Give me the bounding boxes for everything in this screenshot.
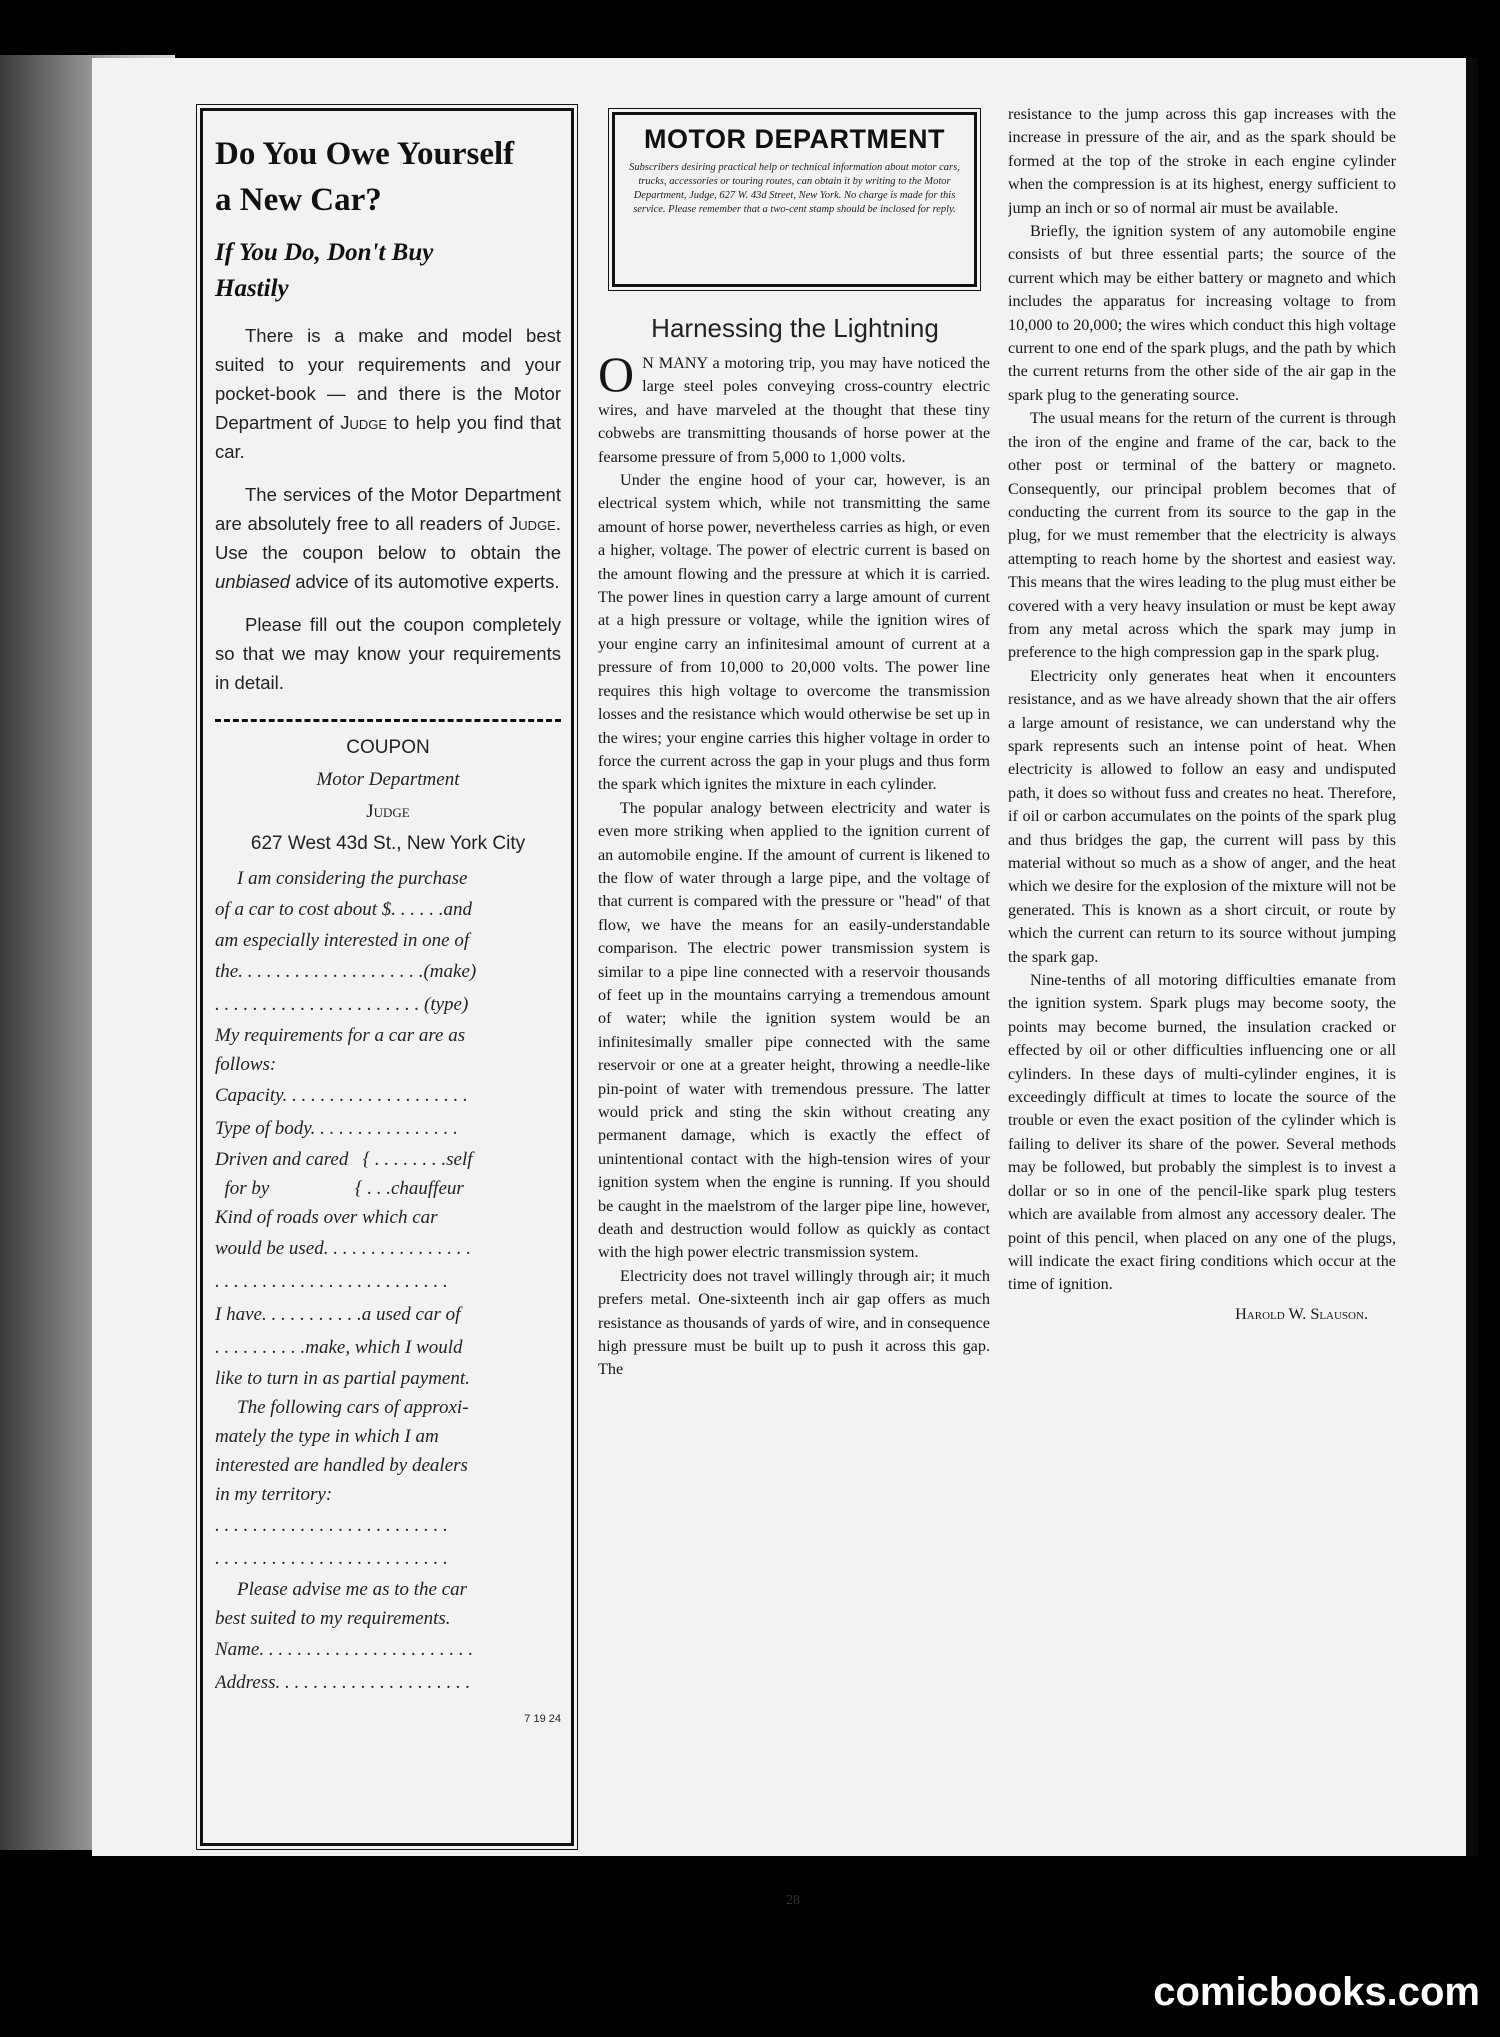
ad-title-line1: Do You Owe Yourself bbox=[215, 136, 515, 172]
motor-department-title: MOTOR DEPARTMENT bbox=[644, 124, 945, 154]
article-dropcap: O bbox=[598, 352, 635, 402]
article-paragraph-8: Electricity only generates heat when it encounters resistance, and as we have already shown that the air offers a large amount of resistance, we can understand why the spark represents such an intense point of heat. When electricity is allowed to follow an easy and undisputed path, it does so without fuss and creates no heat. Therefore, if oil or carbon accumulates on the points of the spark plug and thus bridges the gap, the current will pass by this material without so much as a show of anger, and the heat which we desire for the explosion of the mixture will not be generated. This is known as a short circuit, or route by which the current can return to its source without jumping the spark gap. bbox=[1008, 666, 1396, 966]
article-paragraph-2: Under the engine hood of your car, however, is an electrical system which, while not transmitting the same amount of horse power, nevertheless carries as high, or even a higher, voltage. The power of electric current is based on the amount flowing and the pressure at which it is carried. The power lines in question carry a large amount of current at a high pressure or voltage, while the ignition wires of your engine carry an infinitesimal amount of current at a pressure of from 10,000 to 20,000 volts. The power line requires this high voltage to overcome the transmission losses and the resistance which would otherwise be set up in the wires; your engine carries this higher voltage in order to force the current across the gap in your plugs and thus form the spark which ignites the mixture in each cylinder. bbox=[598, 471, 990, 794]
coupon-heading: COUPON bbox=[346, 737, 430, 758]
site-watermark: comicbooks.com bbox=[1153, 1970, 1480, 2014]
coupon-dept: Motor Department bbox=[316, 769, 460, 790]
coupon-price-field: of a car to cost about $. . . . . .and bbox=[215, 899, 473, 920]
coupon-line: like to turn in as partial payment. bbox=[215, 1368, 470, 1389]
coupon-driven-field: Driven and cared { . . . . . . . .self bbox=[215, 1149, 473, 1170]
article-paragraph-1: O N MANY a motoring trip, you may have noticed the large steel poles conveying cross-country electric wires, and have marveled at the thought that these tiny cobwebs are transmitting thousands of horse power at the fearsome pressure of from 5,000 to 1,000 volts. bbox=[598, 352, 990, 466]
coupon-date-code: 7 19 24 bbox=[524, 1713, 561, 1725]
article-column-2 bbox=[1008, 103, 1396, 1873]
article-byline: Harold W. Slauson. bbox=[1235, 1304, 1368, 1323]
coupon-line: Kind of roads over which car bbox=[215, 1207, 438, 1228]
book-gutter-edge bbox=[1466, 58, 1478, 1856]
ad-paragraph-3: Please fill out the coupon completely so that we may know your requirements in detail. bbox=[215, 614, 561, 693]
coupon-used-car-field: I have. . . . . . . . . . .a used car of bbox=[215, 1304, 461, 1325]
coupon-dealers-field-2: . . . . . . . . . . . . . . . . . . . . . . . . . bbox=[215, 1548, 448, 1569]
coupon-roads-field: would be used. . . . . . . . . . . . . . . . bbox=[215, 1238, 471, 1259]
coupon-capacity-field: Capacity. . . . . . . . . . . . . . . . . . . . bbox=[215, 1085, 468, 1106]
article-column-1 bbox=[598, 352, 990, 1872]
coupon-line: My requirements for a car are as bbox=[215, 1025, 466, 1046]
ad-title bbox=[215, 131, 561, 223]
coupon-line: am especially interested in one of bbox=[215, 930, 470, 951]
coupon-line: follows: bbox=[215, 1054, 277, 1075]
coupon-line: best suited to my requirements. bbox=[215, 1608, 451, 1629]
ad-paragraph-1: There is a make and model best suited to your requirements and your pocket-book — and there is the Motor Department of Judge to help you find that car. bbox=[215, 325, 561, 462]
page-number: 28 bbox=[786, 1893, 800, 1908]
ad-title-line2: a New Car? bbox=[215, 182, 382, 218]
article-paragraph-9: Nine-tenths of all motoring difficulties emanate from the ignition system. Spark plugs may become sooty, the points may become burned, the insulation cracked or effected by oil or other difficulties influencing one or all cylinders. In these days of multi-cylinder engines, it is exceedingly difficult at times to locate the source of the trouble or even the exact position of the cylinder which is failing to deliver its share of the power. Several methods may be followed, but probably the simplest is to invest a dollar or so in one of the pencil-like spark plug testers which are available from almost any accessory dealer. The point of this pencil, when placed on any one of the plugs, will indicate the exact firing conditions which occur at the time of ignition. bbox=[1008, 971, 1396, 1294]
coupon-used-make-field: . . . . . . . . . .make, which I would bbox=[215, 1337, 463, 1358]
coupon-address: 627 West 43d St., New York City bbox=[250, 833, 526, 854]
coupon-make-field: the. . . . . . . . . . . . . . . . . . . .(make) bbox=[215, 961, 477, 982]
motor-department-notice-box bbox=[612, 112, 977, 287]
article-paragraph-5: resistance to the jump across this gap increases with the increase in pressure of the air, and as the spark should be formed at the top of the stroke in each engine cylinder when the compression is at its highest, energy sufficient to jump an inch or so of normal air must be available. bbox=[1008, 105, 1396, 217]
coupon-type-field: . . . . . . . . . . . . . . . . . . . . . . (type) bbox=[215, 994, 469, 1015]
article-title: Harnessing the Lightning bbox=[651, 313, 939, 343]
coupon-cut-line bbox=[215, 719, 561, 722]
coupon-driven-field-2: for by { . . .chauffeur bbox=[215, 1178, 464, 1199]
coupon-line: Please advise me as to the car bbox=[237, 1579, 468, 1600]
article-paragraph-4: Electricity does not travel willingly through air; it much prefers metal. One-sixteenth inch air gap offers as much resistance as thousands of yards of wire, and in consequence high pressure must be built up to push it across this gap. The bbox=[598, 1266, 990, 1379]
coupon-line: mately the type in which I am bbox=[215, 1426, 439, 1447]
coupon-address-field: Address. . . . . . . . . . . . . . . . . . . . . bbox=[215, 1672, 471, 1693]
ad-paragraph-2: The services of the Motor Department are absolutely free to all readers of Judge. Use the coupon below to obtain the unbiased advice of its automotive experts. bbox=[215, 484, 561, 592]
motor-department-notice: Subscribers desiring practical help or technical information about motor cars, trucks, accessories or touring routes, can obtain it by writing to the Motor Department, Judge, 627 W. 43d Street, New York. No charge is made for this service. Please remember that a two-cent stamp should be inclosed for reply. bbox=[629, 162, 960, 215]
coupon-line: interested are handled by dealers bbox=[215, 1455, 468, 1476]
motor-department-ad bbox=[200, 108, 574, 1846]
article-paragraph-7: The usual means for the return of the current is through the iron of the engine and frame of the car, back to the other post or terminal of the battery or magneto. Consequently, our principal problem becomes that of conducting the current from its source to the gap in the plug, for we must remember that the electricity is always attempting to reach home by the shortest and easiest way. This means that the wires leading to the plug must either be covered with a very heavy insulation or must be kept away from any metal across which the spark may jump in preference to the high compression gap in the spark plug. bbox=[1008, 409, 1396, 662]
coupon-line: The following cars of approxi- bbox=[237, 1397, 469, 1418]
coupon-dealers-field: . . . . . . . . . . . . . . . . . . . . . . . . . bbox=[215, 1515, 448, 1536]
article-paragraph-6: Briefly, the ignition system of any automobile engine consists of but three essential parts; the source of the current which may be either battery or magneto and which includes the apparatus for increasing voltage to from 10,000 to 20,000; the wires which conduct this high voltage current to one end of the spark plugs, and the path by which the current returns from the other side of the air gap in the spark plug to the generating source. bbox=[1008, 222, 1396, 404]
article-paragraph-3: The popular analogy between electricity and water is even more striking when applied to the ignition current of an automobile engine. If the amount of current is likened to the flow of water through a large pipe, and the voltage of that current is compared with the pressure or "head" of that flow, we have the means for an easily-understandable comparison. The electric power transmission system is similar to a pipe line connected with a reservoir thousands of feet up in the mountains carrying a tremendous amount of water; while the ignition system would be an infinitesimally smaller pipe connected with the same reservoir or one at a greater height, throwing a needle-like pin-point of water with tremendous pressure. The latter would prick and sting the skin without creating any permanent damage, which is exactly the effect of unintentional contact with the high-tension wires of your ignition system when the engine is running. If you should be caught in the maelstrom of the larger pipe line, however, death and destruction would follow as quickly as contact with the high power electric transmission system. bbox=[598, 798, 990, 1262]
coupon-body-field: Type of body. . . . . . . . . . . . . . . . bbox=[215, 1118, 458, 1139]
coupon-line: in my territory: bbox=[215, 1484, 333, 1505]
ad-subtitle-line2: Hastily bbox=[215, 275, 289, 302]
coupon-roads-field-2: . . . . . . . . . . . . . . . . . . . . . . . . . bbox=[215, 1271, 448, 1292]
ad-subtitle bbox=[215, 235, 561, 307]
ad-subtitle-line1: If You Do, Don't Buy bbox=[215, 239, 434, 266]
coupon-line: I am considering the purchase bbox=[237, 868, 468, 889]
coupon-name-field: Name. . . . . . . . . . . . . . . . . . . . . . . bbox=[215, 1639, 474, 1660]
coupon-judge: Judge bbox=[366, 801, 410, 822]
